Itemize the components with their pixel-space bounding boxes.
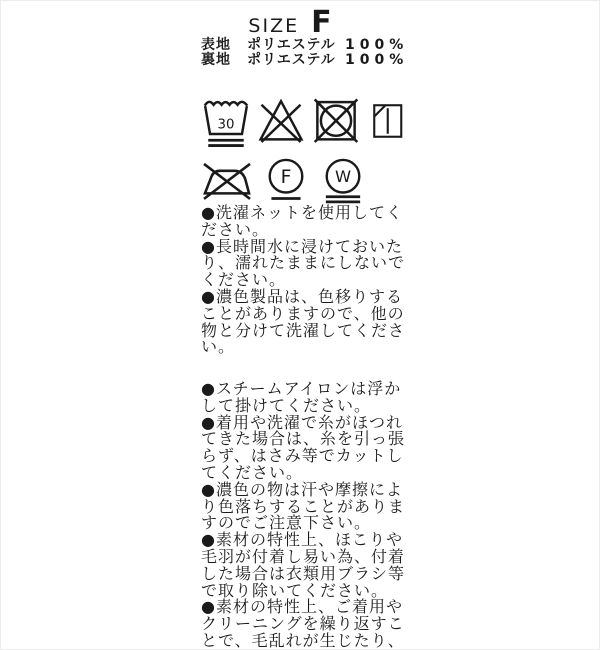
material-name: ポリエステル <box>247 52 336 68</box>
material-percent: 100% <box>345 52 409 68</box>
do-not-iron-icon <box>201 152 253 209</box>
wash-temp-label: 30 <box>217 117 235 133</box>
material-part-label: 表地 <box>201 37 231 53</box>
dry-clean-F-gentle-icon <box>262 152 310 209</box>
care-note-item: ●素材の特性上、ご着用やクリーニングを繰り返すことで、毛乱れが生じたり、 <box>201 597 405 650</box>
wet-clean-letter: W <box>334 167 352 187</box>
material-row <box>201 38 415 53</box>
machine-wash-30-very-gentle-icon <box>201 95 251 150</box>
care-symbols-row-2 <box>201 152 415 209</box>
material-name: ポリエステル <box>247 37 336 53</box>
hang-dry-in-shade-icon <box>366 95 408 150</box>
do-not-tumble-dry-icon <box>311 95 361 150</box>
care-note-item: ●スチームアイロンは浮かして掛けてください。 <box>201 379 402 415</box>
care-note-item: ●素材の特性上、ほこりや毛羽が付着し易い為、付着した場合は衣類用ブラシ等で取り除いてください。 <box>201 530 406 600</box>
dry-clean-letter: F <box>280 167 292 189</box>
material-percent: 100% <box>345 37 409 53</box>
care-notes-general <box>201 381 415 650</box>
care-note-item: ●濃色の物は汗や摩擦により色落ちすることがありますのでご注意下さい。 <box>201 479 406 533</box>
care-note-item: ●濃色製品は、色移りすることがありますので、他の物と分けて洗濯してください。 <box>201 286 406 357</box>
care-notes-washing <box>201 205 415 356</box>
materials-table <box>201 38 415 68</box>
size-header <box>183 5 397 40</box>
do-not-bleach-icon <box>256 95 306 150</box>
material-part-label: 裏地 <box>201 52 231 68</box>
care-note-item: ●長時間水に浸けておいたり、濡れたままにしないでください。 <box>201 236 406 290</box>
size-label: SIZE <box>248 15 300 37</box>
material-row <box>201 53 415 68</box>
care-symbols-row-1 <box>201 95 415 150</box>
care-note-item: ●洗濯ネットを使用してください。 <box>201 203 403 239</box>
care-note-item: ●着用や洗濯で糸がほつれてきた場合は、糸を引っ張らず、はさみ等でカットしてください。 <box>201 412 406 482</box>
wet-clean-W-very-gentle-icon <box>319 152 367 209</box>
size-value: F <box>311 5 332 40</box>
